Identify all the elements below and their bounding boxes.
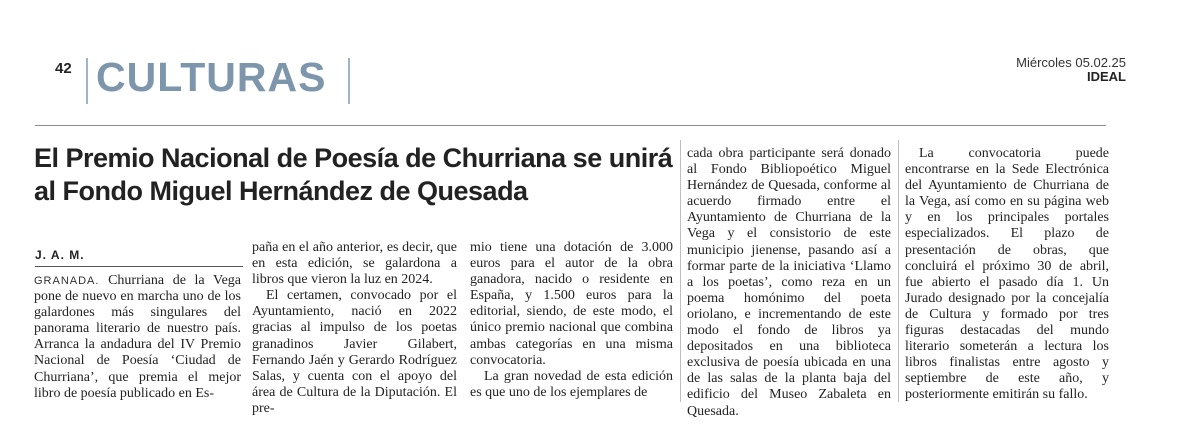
- column-divider: [898, 140, 899, 402]
- article-paragraph: [34, 273, 241, 402]
- article-byline: J. A. M.: [35, 248, 85, 262]
- article-paragraph: El certamen, convocado por el Ayuntamiento, nació en 2022 gracias al impulso de los poetas granadinos Javier Gilabert, Fernando Jaén y Gerardo Rodríguez Salas, y cuenta con el apoyo del área de Cultura de la Diputación. El pre-: [252, 288, 457, 416]
- article-column-3: [470, 240, 673, 401]
- article-column-1: [34, 273, 241, 402]
- article-paragraph: La gran novedad de esta edición es que uno de los ejemplares de: [470, 368, 673, 400]
- article-paragraph: cada obra participante será donado al Fondo Bibliopoético Miguel Hernández de Quesada, conforme al acuerdo firmado entre el Ayuntamiento de Churriana de la Vega y el consistorio de este municipio jienense, pasando así a formar parte de la iniciativa ‘Llamo a los poetas’, como reza en un poema homónimo del poeta oriolano, e incrementando de este modo el fondo de libros ya depositados en una biblioteca exclusiva de poesía ubicada en una de las salas de la planta baja del edificio del Museo Zabaleta en Quesada.: [687, 146, 891, 419]
- article-column-2: [252, 240, 457, 417]
- article-paragraph: mio tiene una dotación de 3.000 euros para el autor de la obra ganadora, nacido o residente en España, y 1.500 euros para la editorial, siendo, de este modo, el único premio nacional que combina ambas categorías en una misma convocatoria.: [470, 240, 673, 368]
- header-divider-right: [348, 58, 350, 104]
- header-divider-left: [86, 58, 88, 104]
- page-number: 42: [55, 60, 72, 77]
- section-title: CULTURAS: [96, 54, 327, 100]
- newspaper-name: IDEAL: [1087, 69, 1126, 84]
- issue-date: Miércoles 05.02.25: [1016, 55, 1126, 70]
- article-headline: El Premio Nacional de Poesía de Churriana se unirá al Fondo Miguel Hernández de Quesada: [34, 143, 673, 206]
- article-paragraph: La convocatoria puede encontrarse en la Sede Electrónica del Ayuntamiento de Churriana de la Vega, así como en su página web y en los principales portales especializados. El plazo de presentación de obras, que concluirá el próximo 30 de abril, fue abierto el pasado día 1. Un Jurado designado por la concejalía de Cultura y formado por tres figuras destacadas del mundo literario someterán a lectura los libros finalistas entre agosto y septiembre de este año, y posteriormente emitirán su fallo.: [905, 146, 1109, 403]
- column-divider: [680, 140, 681, 402]
- article-dateline: GRANADA.: [34, 275, 100, 287]
- article-column-5: [905, 146, 1109, 404]
- article-column-4: [687, 146, 891, 420]
- article-text: Churriana de la Vega pone de nuevo en marcha uno de los galardones más singulares del panorama literario de nuestro país. Arranca la andadura del IV Premio Nacional de Poesía ‘Ciudad de Churriana’, que premia el mejor libro de poesía publicado en Es-: [34, 273, 241, 401]
- article-paragraph: paña en el año anterior, es decir, que en esta edición, se galardona a libros que vieron la luz en 2024.: [252, 240, 457, 288]
- byline-rule: [35, 266, 243, 267]
- header-rule: [35, 125, 1106, 126]
